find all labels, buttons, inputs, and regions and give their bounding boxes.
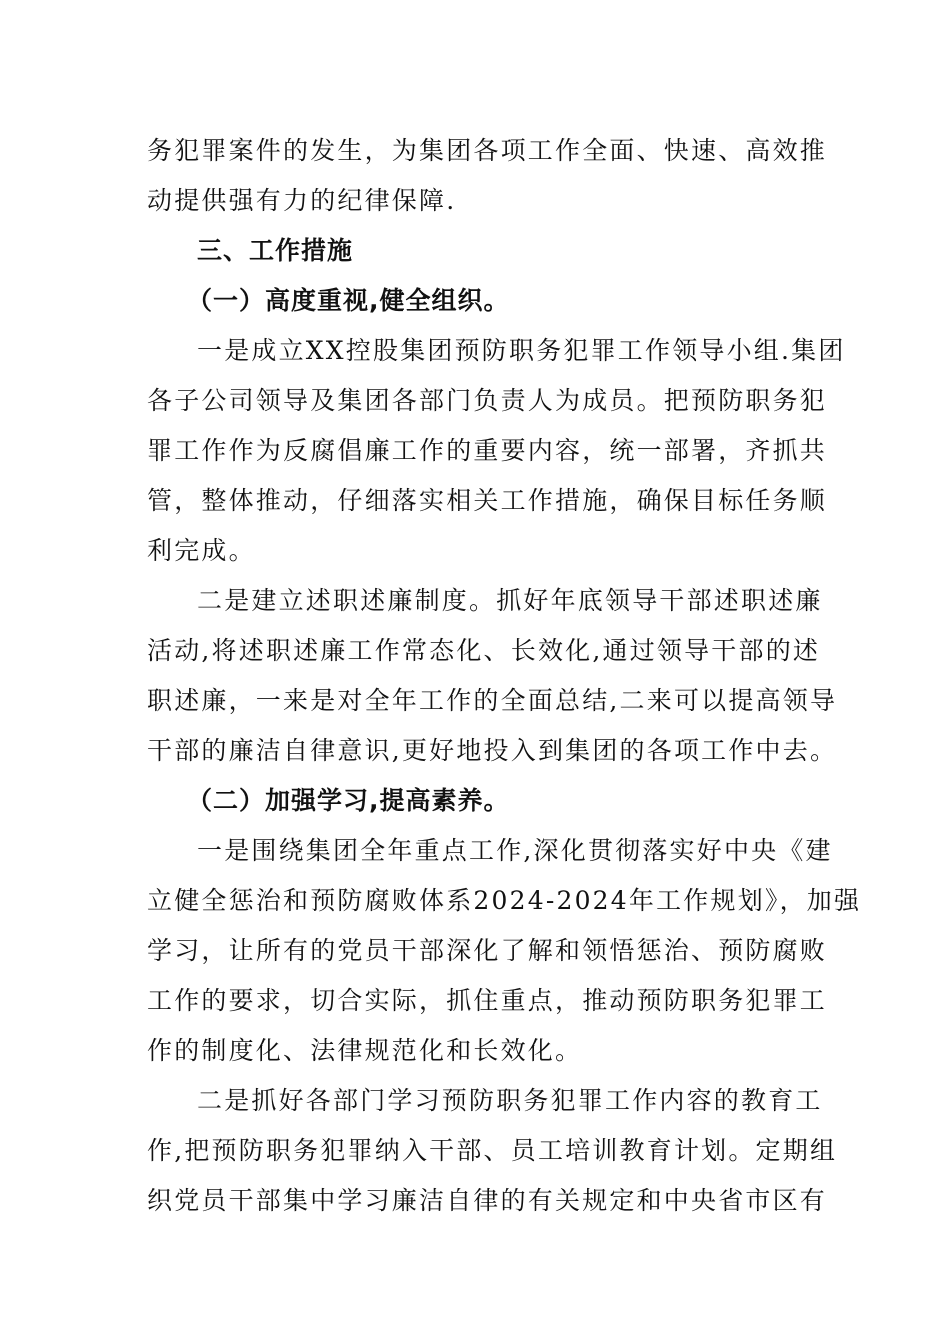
- paragraph-line: 一是成立XX控股集团预防职务犯罪工作领导小组.集团: [197, 336, 846, 365]
- paragraph-line: 活动,将述职述廉工作常态化、长效化,通过领导干部的述: [147, 636, 821, 665]
- paragraph-line: 罪工作作为反腐倡廉工作的重要内容，统一部署，齐抓共: [147, 436, 828, 465]
- document-body: [147, 126, 862, 1226]
- paragraph-line: 学习，让所有的党员干部深化了解和领悟惩治、预防腐败: [147, 936, 828, 965]
- paragraph-line: 利完成。: [147, 536, 256, 565]
- paragraph-line: 一是围绕集团全年重点工作,深化贯彻落实好中央《建: [197, 836, 833, 865]
- paragraph-line: 务犯罪案件的发生，为集团各项工作全面、快速、高效推: [147, 136, 828, 165]
- section-heading: 三、工作措施: [197, 236, 354, 265]
- paragraph-line: 职述廉，一来是对全年工作的全面总结,二来可以提高领导: [147, 686, 838, 715]
- subsection-heading: （二）加强学习,提高素养。: [187, 786, 510, 815]
- paragraph-line: 立健全惩治和预防腐败体系2024-2024年工作规划》，加强: [147, 886, 862, 915]
- paragraph-line: 作的制度化、法律规范化和长效化。: [147, 1036, 583, 1065]
- paragraph-line: 作,把预防职务犯罪纳入干部、员工培训教育计划。定期组: [147, 1136, 838, 1165]
- paragraph-line: 织党员干部集中学习廉洁自律的有关规定和中央省市区有: [147, 1186, 828, 1215]
- paragraph-line: 动提供强有力的纪律保障.: [147, 186, 457, 215]
- paragraph-line: 二是建立述职述廉制度。抓好年底领导干部述职述廉: [197, 586, 823, 615]
- subsection-heading: （一）高度重视,健全组织。: [187, 286, 510, 315]
- paragraph-line: 各子公司领导及集团各部门负责人为成员。把预防职务犯: [147, 386, 828, 415]
- paragraph-line: 工作的要求，切合实际，抓住重点，推动预防职务犯罪工: [147, 986, 828, 1015]
- paragraph-line: 干部的廉洁自律意识,更好地投入到集团的各项工作中去。: [147, 736, 838, 765]
- paragraph-line: 二是抓好各部门学习预防职务犯罪工作内容的教育工: [197, 1086, 823, 1115]
- paragraph-line: 管，整体推动，仔细落实相关工作措施，确保目标任务顺: [147, 486, 828, 515]
